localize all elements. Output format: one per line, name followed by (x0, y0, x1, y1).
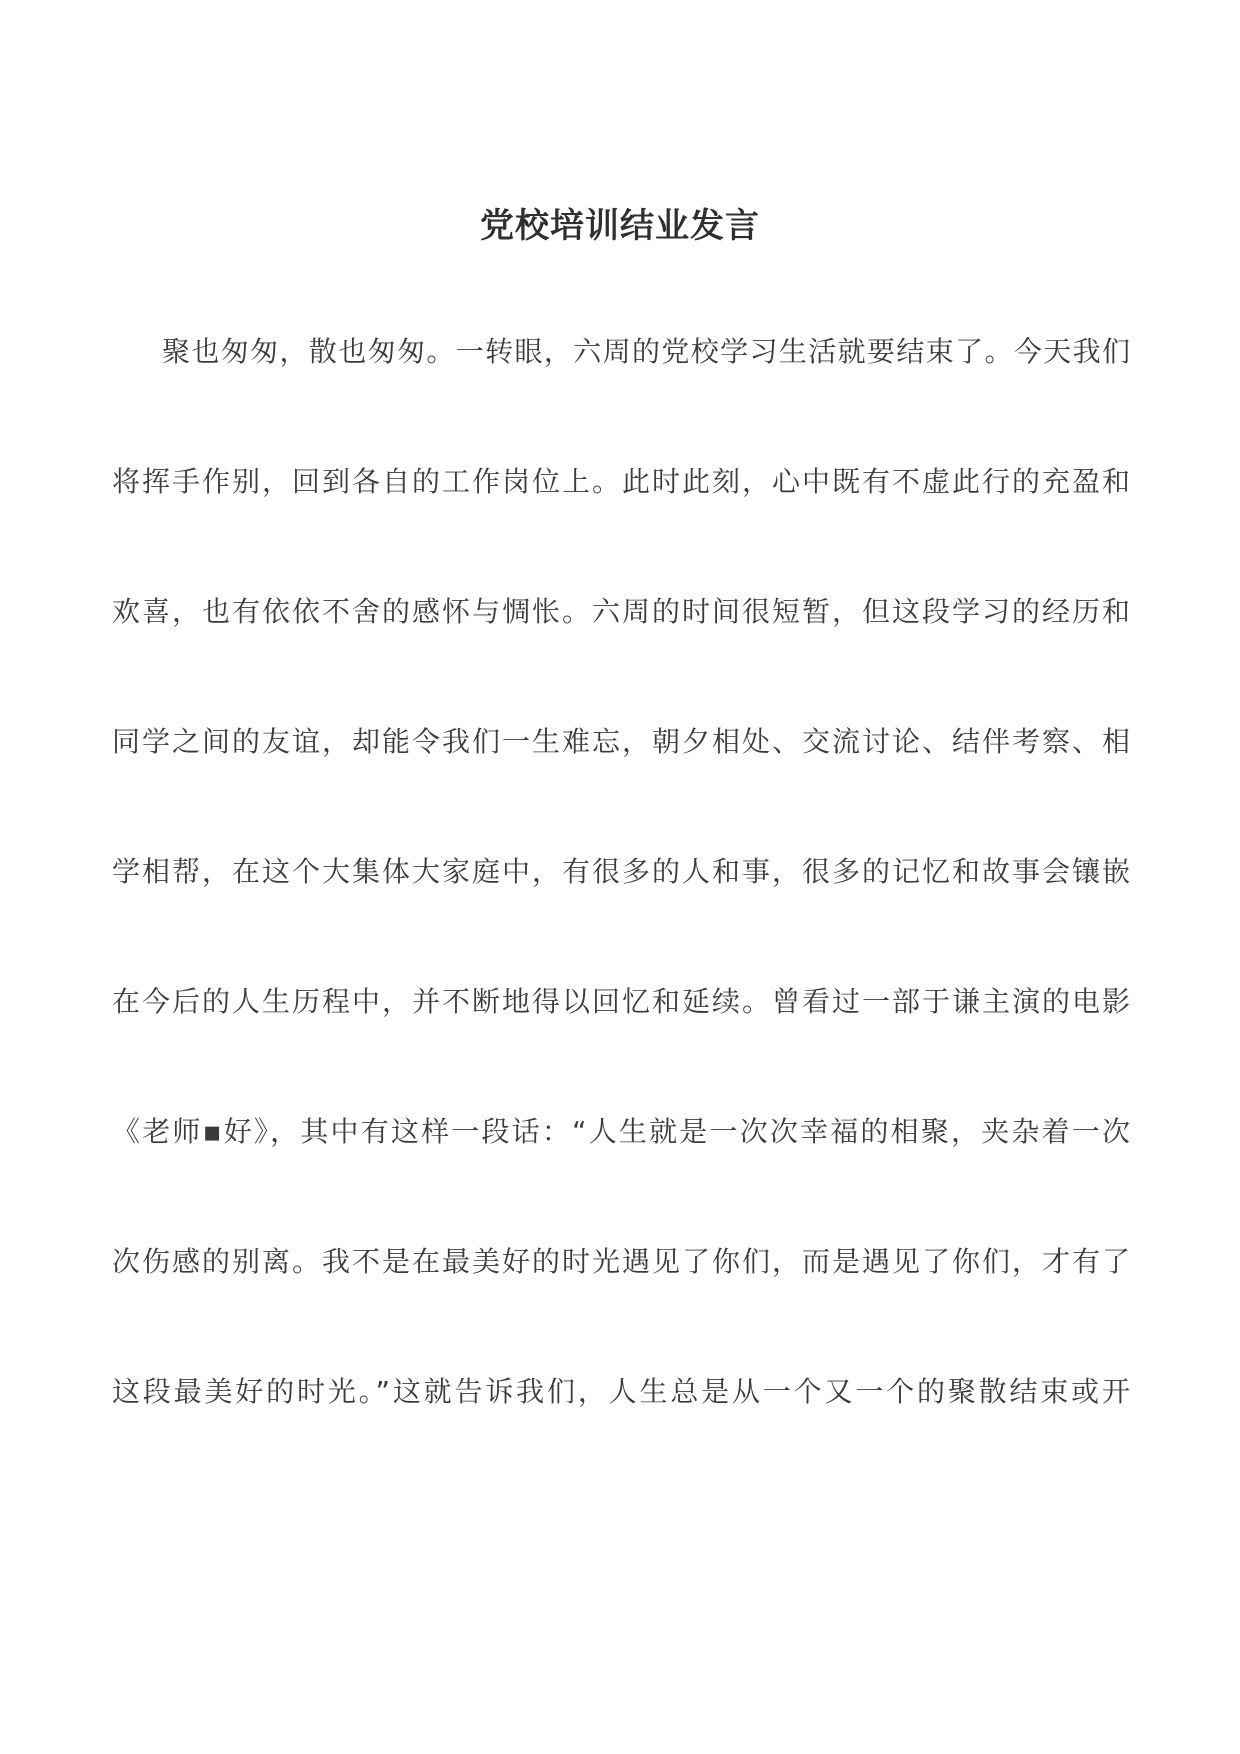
document-body (112, 326, 1130, 1496)
document-title: 党校培训结业发言 (480, 206, 760, 246)
paragraph-line: 同学之间的友谊，却能令我们一生难忘，朝夕相处、交流讨论、结伴考察、相 (112, 725, 1130, 758)
paragraph-line: 聚也匆匆，散也匆匆。一转眼，六周的党校学习生活就要结束了。今天我们 (162, 335, 1130, 368)
paragraph-line: 将挥手作别，回到各自的工作岗位上。此时此刻，心中既有不虚此行的充盈和 (112, 465, 1130, 498)
paragraph-line: 欢喜，也有依依不舍的感怀与惆怅。六周的时间很短暂，但这段学习的经历和 (112, 595, 1130, 628)
paragraph-line: 《老师▪好》，其中有这样一段话：“人生就是一次次幸福的相聚，夹杂着一次 (112, 1115, 1130, 1148)
paragraph-line: 学相帮，在这个大集体大家庭中，有很多的人和事，很多的记忆和故事会镶嵌 (112, 855, 1130, 888)
paragraph-line: 次伤感的别离。我不是在最美好的时光遇见了你们，而是遇见了你们，才有了 (112, 1245, 1130, 1278)
paragraph-line: 在今后的人生历程中，并不断地得以回忆和延续。曾看过一部于谦主演的电影 (112, 985, 1130, 1018)
paragraph-line: 这段最美好的时光。”这就告诉我们，人生总是从一个又一个的聚散结束或开 (112, 1375, 1130, 1408)
